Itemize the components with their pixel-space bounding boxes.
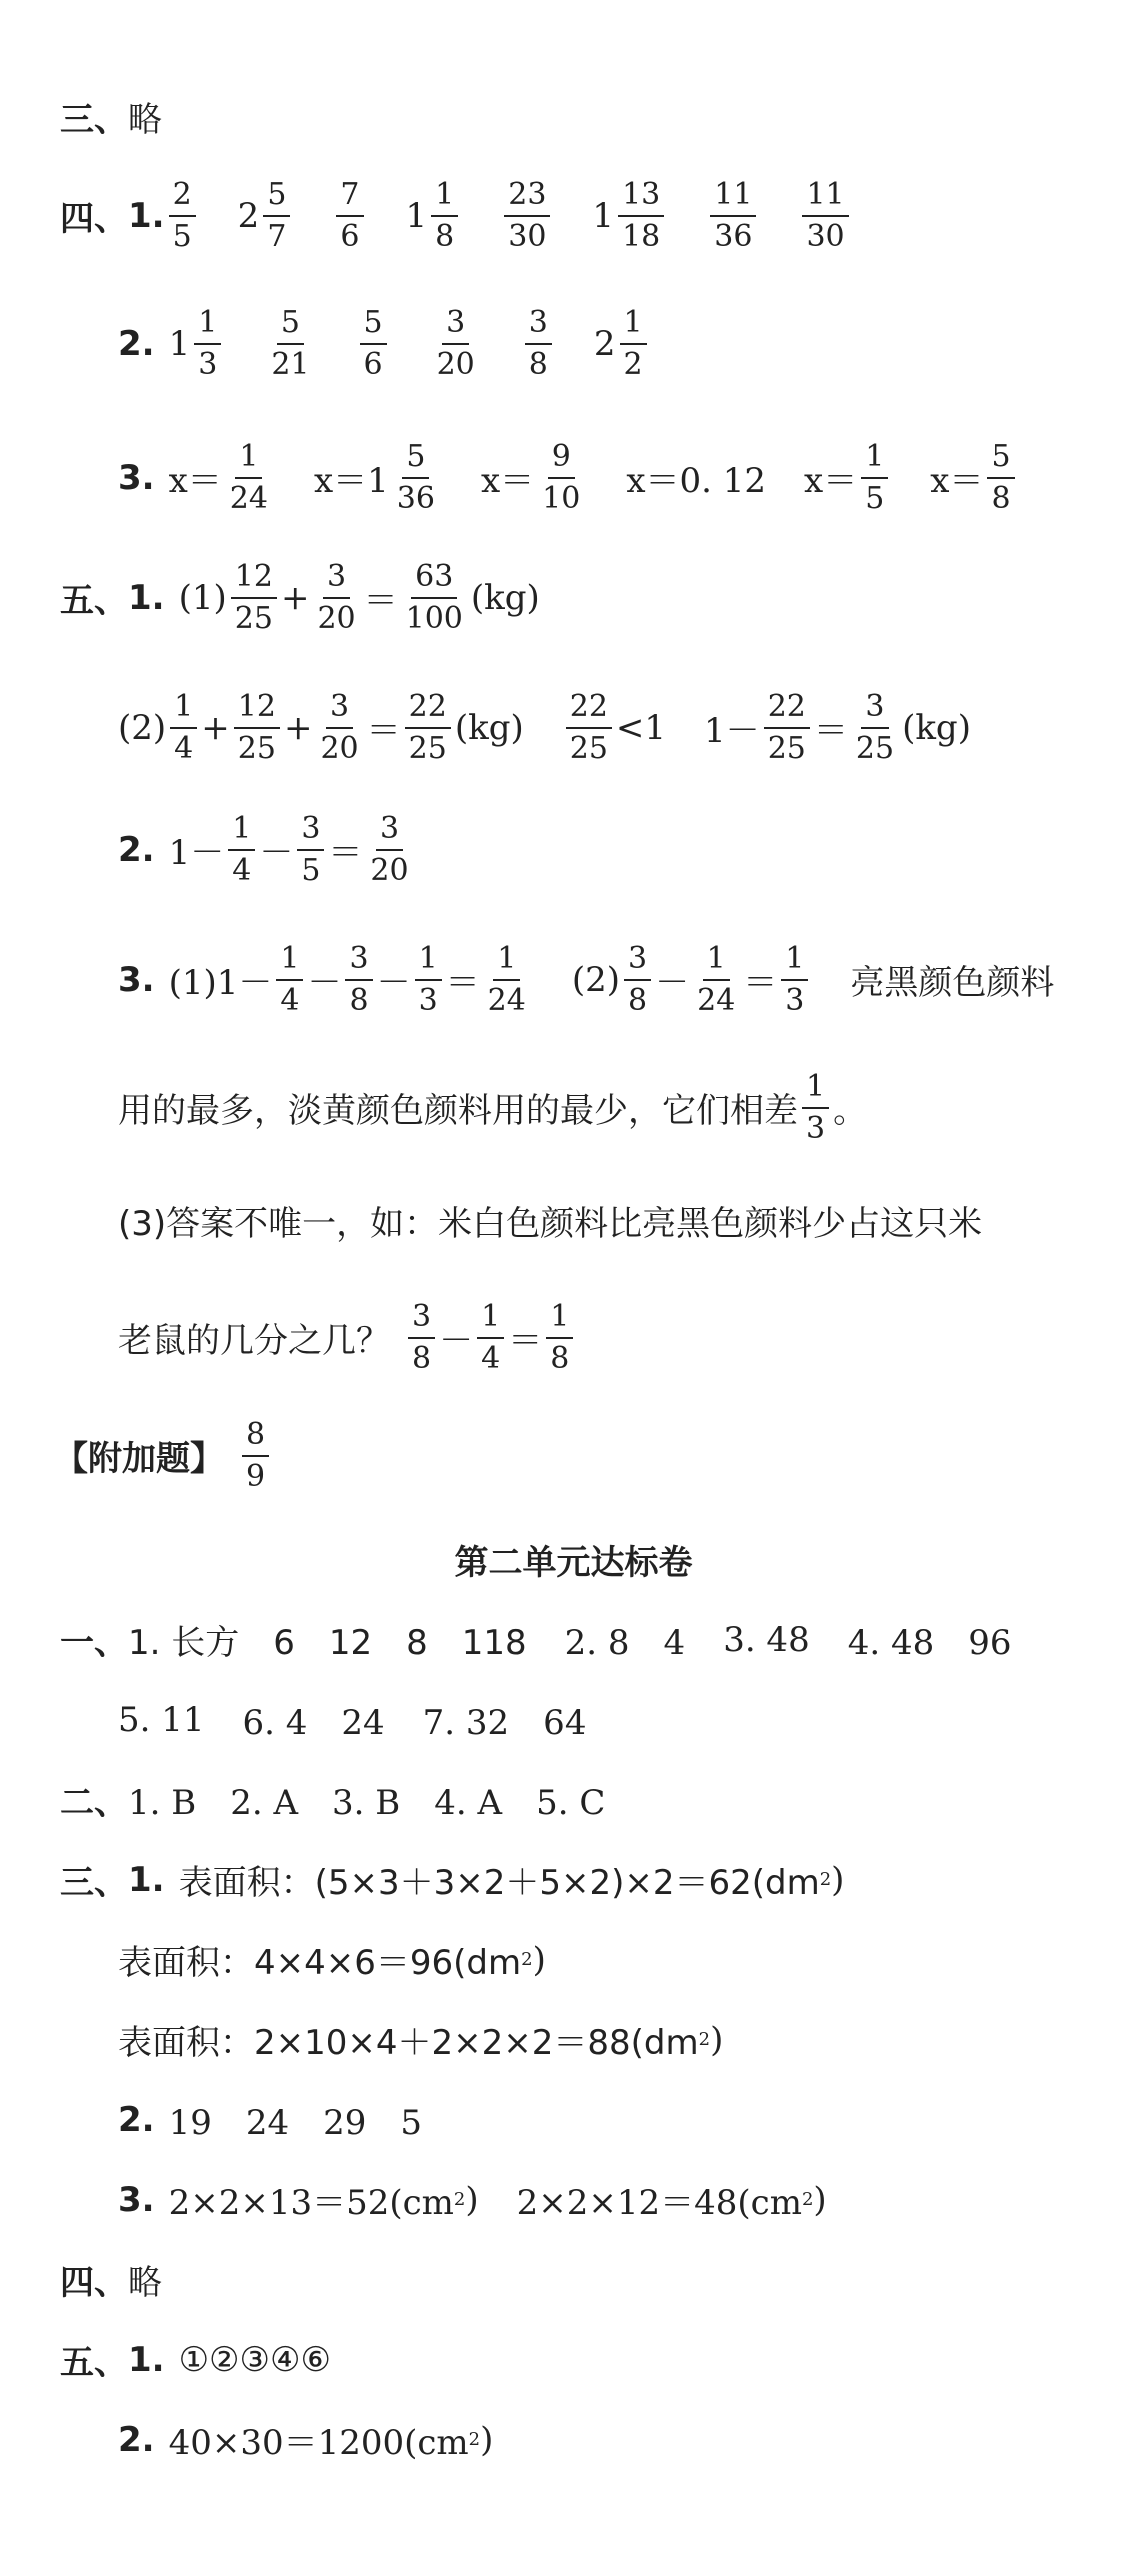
fraction: $\frac{3}{20}$ xyxy=(317,559,356,636)
fraction: $\frac{3}{8}$ xyxy=(624,942,651,1017)
fraction: $\frac{3}{20}$ xyxy=(436,305,475,382)
fraction: $\frac{2}{5}$ xyxy=(169,178,196,253)
unit2-s3-line3: 表面积：2×10×4＋2×2×2＝88(dm 2 ) xyxy=(118,2019,724,2063)
fraction: $\frac{1}{24}$ xyxy=(487,941,526,1018)
fraction: $\frac{3}{8}$ xyxy=(525,306,552,381)
fraction: $\frac{7}{6}$ xyxy=(336,178,363,253)
fraction: $\frac{1}{4}$ xyxy=(170,690,197,765)
fraction: $\frac{12}{25}$ xyxy=(231,560,277,635)
section-5-q1-2: (2) $\frac{1}{4}$ + $\frac{12}{25}$ + $\frac{3}{20}$ ＝ $\frac{22}{25}$ (kg) $\frac{22}{25}$ <1 1－ $\frac{22}{25}$ ＝ $\frac{3}{25}$ (kg) xyxy=(118,689,971,766)
fraction: $\frac{1}{24}$ xyxy=(697,941,736,1018)
unit2-s5-line2: 2. 40×30＝1200(cm 2 ) xyxy=(118,2419,494,2463)
fraction: $\frac{1}{24}$ xyxy=(229,439,268,516)
fraction: $\frac{22}{25}$ xyxy=(764,690,810,765)
unit2-s1-line2: 5. 11 6. 4 24 7. 32 64 xyxy=(118,1699,587,1743)
section-3: 三、 略 xyxy=(60,92,162,141)
fraction: $\frac{5}{21}$ xyxy=(271,305,310,382)
fraction: $\frac{23}{30}$ xyxy=(504,178,550,253)
unit-title: 第二单元达标卷 xyxy=(454,1543,693,1583)
fraction: $\frac{5}{36}$ xyxy=(396,439,435,516)
section-5-q3-3b: 老鼠的几分之几？ $\frac{3}{8}$ － $\frac{1}{4}$ ＝ $\frac{1}{8}$ xyxy=(118,1300,577,1375)
fraction: $\frac{1}{3}$ xyxy=(415,942,442,1017)
extra-question: 【附加题】 $\frac{8}{9}$ xyxy=(54,1418,273,1493)
fraction: $\frac{3}{8}$ xyxy=(408,1300,435,1375)
fraction: $\frac{1}{3}$ xyxy=(194,306,221,381)
section-5-q3-3: (3)答案不唯一，如：米白色颜料比亮黑色颜料少占这只米 xyxy=(118,1204,983,1244)
fraction: $\frac{1}{4}$ xyxy=(276,942,303,1017)
fraction: $\frac{9}{10}$ xyxy=(542,439,581,516)
fraction: $\frac{1}{8}$ xyxy=(546,1300,573,1375)
unit2-s1-line1: 一、 1. 长方 6 12 8 118 2. 8 4 3. 48 4. 48 96 xyxy=(60,1619,1012,1663)
fraction: $\frac{22}{25}$ xyxy=(566,690,612,765)
fraction: $\frac{3}{20}$ xyxy=(320,689,359,766)
fraction: $\frac{3}{8}$ xyxy=(345,942,372,1017)
fraction: $\frac{1}{4}$ xyxy=(477,1300,504,1375)
fraction: $\frac{5}{8}$ xyxy=(987,440,1014,515)
unit2-s4: 四、 略 xyxy=(60,2263,162,2303)
unit2-s2: 二、 1. B 2. A 3. B 4. A 5. C xyxy=(60,1783,606,1823)
fraction: $\frac{22}{25}$ xyxy=(405,690,451,765)
unit2-s3-line4: 2. 19 24 29 5 xyxy=(118,2099,423,2143)
fraction: $\frac{11}{36}$ xyxy=(710,178,756,253)
section-5-q3-1: 3. (1)1－ $\frac{1}{4}$ － $\frac{3}{8}$ － $\frac{1}{3}$ ＝ $\frac{1}{24}$ (2) $\frac{3}{8}$ － $\frac{1}{24}$ ＝ $\frac{1}{3}$ 亮黑颜色颜料 xyxy=(118,941,1055,1018)
section-4-q1: 四、 1. $\frac{2}{5}$ 2 $\frac{5}{7}$ $\frac{7}{6}$ 1 $\frac{1}{8}$ $\frac{23}{30}$ 1 $\frac{13}{18}$ $\frac{11}{36}$ $\frac{11}{30}$ xyxy=(60,178,853,253)
fraction: $\frac{1}{3}$ xyxy=(802,1070,829,1145)
section-4-q2: 2. 1 $\frac{1}{3}$ $\frac{5}{21}$ $\frac{5}{6}$ $\frac{3}{20}$ $\frac{3}{8}$ 2 $\frac{1}{2}$ xyxy=(118,306,651,381)
fraction: $\frac{1}{3}$ xyxy=(781,942,808,1017)
section-5-q2: 2. 1－ $\frac{1}{4}$ － $\frac{3}{5}$ ＝ $\frac{3}{20}$ xyxy=(118,812,417,887)
fraction: $\frac{63}{100}$ xyxy=(405,559,463,636)
unit2-s3-line1: 三、 1. 表面积：(5×3＋3×2＋5×2)×2＝62(dm 2 ) xyxy=(60,1859,845,1903)
unit2-s3-line2: 表面积：4×4×6＝96(dm 2 ) xyxy=(118,1939,546,1983)
fraction: $\frac{1}{4}$ xyxy=(228,812,255,887)
fraction: $\frac{3}{20}$ xyxy=(370,811,409,888)
fraction: $\frac{1}{8}$ xyxy=(431,178,458,253)
section-5-q1-1: 五、 1. (1) $\frac{12}{25}$ + $\frac{3}{20}$ ＝ $\frac{63}{100}$ (kg) xyxy=(60,559,540,636)
unit2-s3-line5: 3. 2×2×13＝52(cm 2 ) 2×2×12＝48(cm 2 ) xyxy=(118,2179,827,2223)
fraction: $\frac{5}{6}$ xyxy=(360,306,387,381)
fraction: $\frac{8}{9}$ xyxy=(242,1418,269,1493)
fraction: $\frac{3}{5}$ xyxy=(297,812,324,887)
section-5-q3-text: 用的最多，淡黄颜色颜料用的最少，它们相差 $\frac{1}{3}$ 。 xyxy=(118,1069,868,1146)
fraction: $\frac{3}{25}$ xyxy=(855,689,895,766)
fraction: $\frac{1}{2}$ xyxy=(620,306,647,381)
unit2-s5-line1: 五、 1. ①②③④⑥ xyxy=(60,2339,331,2383)
section-label: 三、 xyxy=(60,100,128,140)
fraction: $\frac{1}{5}$ xyxy=(861,440,888,515)
fraction: $\frac{5}{7}$ xyxy=(263,178,290,253)
fraction: $\frac{13}{18}$ xyxy=(618,178,664,253)
fraction: $\frac{11}{30}$ xyxy=(802,178,848,253)
section-4-q3: 3. x＝ $\frac{1}{24}$ x＝1 $\frac{5}{36}$ x＝ $\frac{9}{10}$ x＝0. 12 x＝ $\frac{1}{5}$ x＝ $\frac{5}{8}$ xyxy=(118,440,1019,515)
fraction: $\frac{12}{25}$ xyxy=(234,690,280,765)
